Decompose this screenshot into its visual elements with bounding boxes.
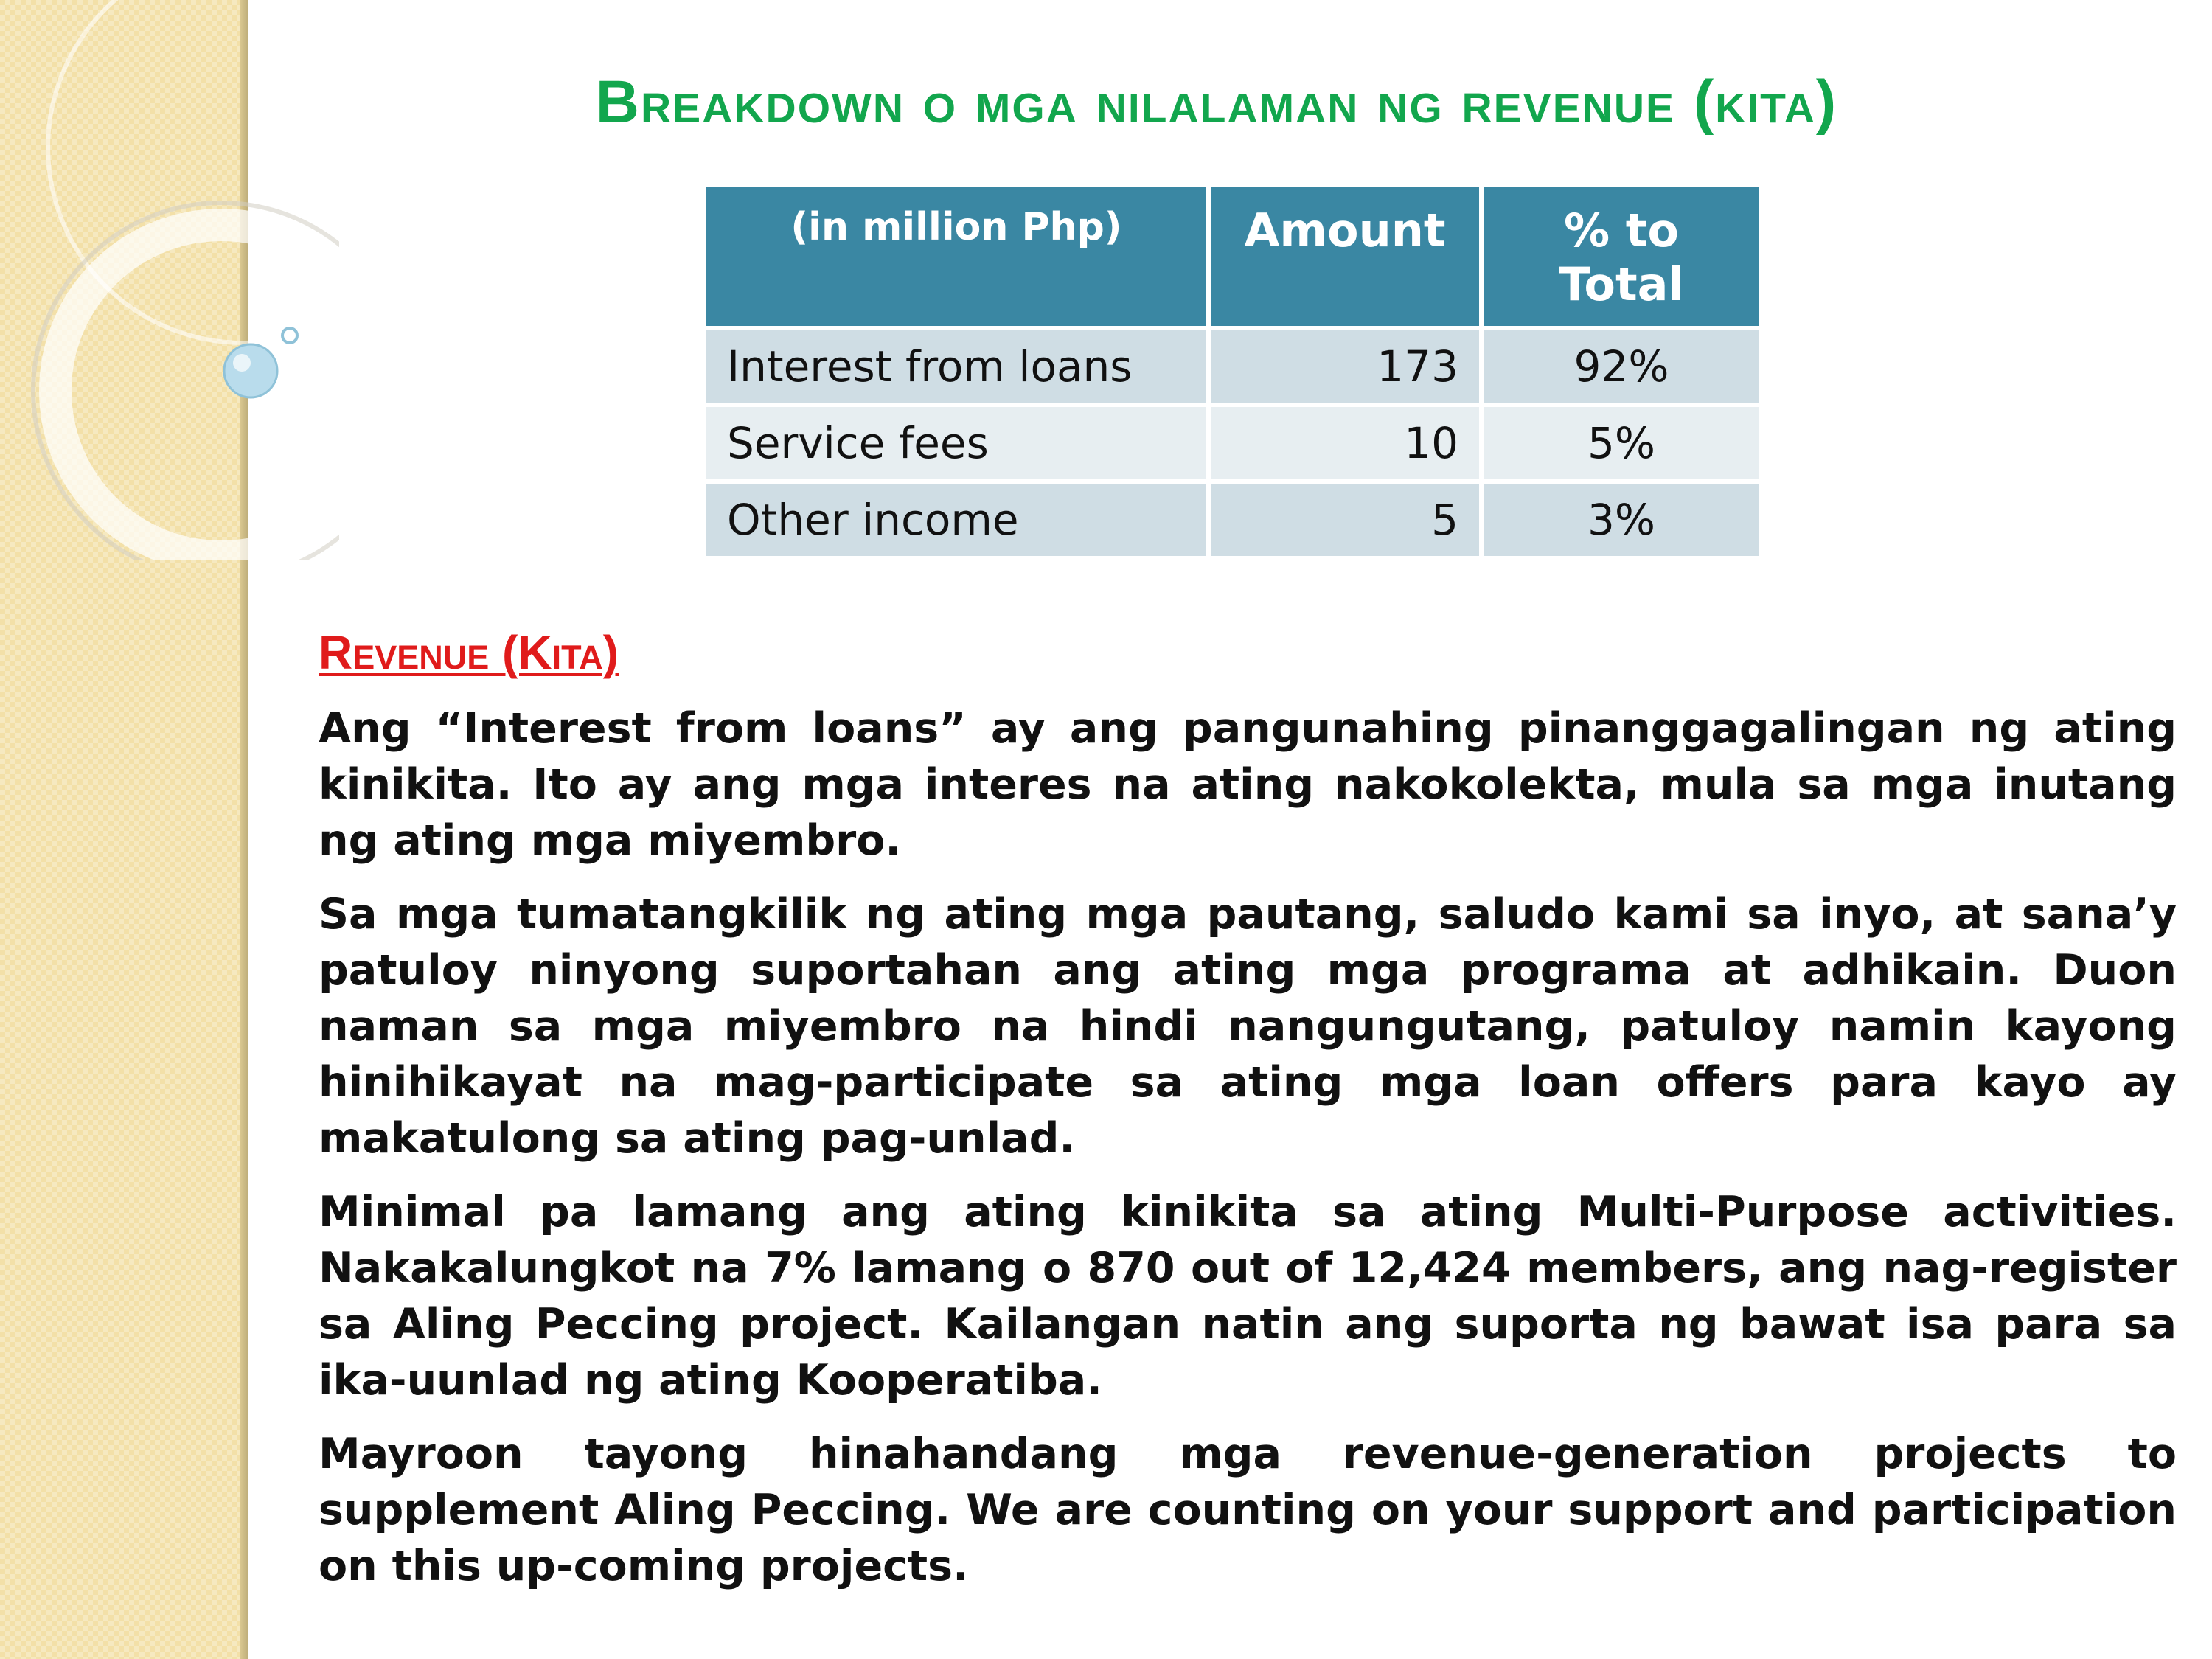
row-label: Service fees <box>704 405 1208 481</box>
paragraph: Sa mga tumatangkilik ng ating mga pautang, saludo kami sa inyo, at sana’y patuloy ninyong suportahan ang ating mga programa at adhikain. Duon naman sa mga miyembro na hindi nangungutang, patuloy namin kayong hinihikayat na mag-participate sa ating mga loan offers para kayo ay makatulong sa ating pag-unlad. <box>319 890 2177 1163</box>
row-amount: 10 <box>1208 405 1481 481</box>
paragraph: Minimal pa lamang ang ating kinikita sa ating Multi-Purpose activities. Nakakalungkot na 7% lamang o 870 out of 12,424 members, ang nag-register sa Aling Peccing project. Kailangan natin ang suporta ng bawat isa para sa ika-uunlad ng ating Kooperatiba. <box>319 1188 2177 1405</box>
decorative-rings <box>0 0 339 560</box>
header-amount: Amount <box>1208 185 1481 328</box>
table-row <box>704 481 1761 558</box>
page-title: Breakdown o mga nilalaman ng revenue (kita) <box>595 69 1838 136</box>
row-amount: 173 <box>1208 328 1481 405</box>
header-percent: % to Total <box>1481 185 1761 328</box>
body-text <box>319 700 2177 1612</box>
section-heading: Revenue (Kita) <box>319 626 619 679</box>
table-row <box>704 405 1761 481</box>
header-unit: (in million Php) <box>704 185 1208 328</box>
row-percent: 3% <box>1481 481 1761 558</box>
row-label: Other income <box>704 481 1208 558</box>
row-percent: 5% <box>1481 405 1761 481</box>
revenue-table <box>702 183 1764 560</box>
paragraph: Ang “Interest from loans” ay ang pangunahing pinanggagalingan ng ating kinikita. Ito ay ang mga interes na ating nakokolekta, mula sa mga inutang ng ating mga miyembro. <box>319 704 2177 865</box>
row-amount: 5 <box>1208 481 1481 558</box>
row-percent: 92% <box>1481 328 1761 405</box>
table-row <box>704 328 1761 405</box>
row-label: Interest from loans <box>704 328 1208 405</box>
paragraph: Mayroon tayong hinahandang mga revenue-generation projects to supplement Aling Peccing. We are counting on your support and participation on this up-coming projects. <box>319 1430 2177 1590</box>
table-header-row <box>704 185 1761 328</box>
